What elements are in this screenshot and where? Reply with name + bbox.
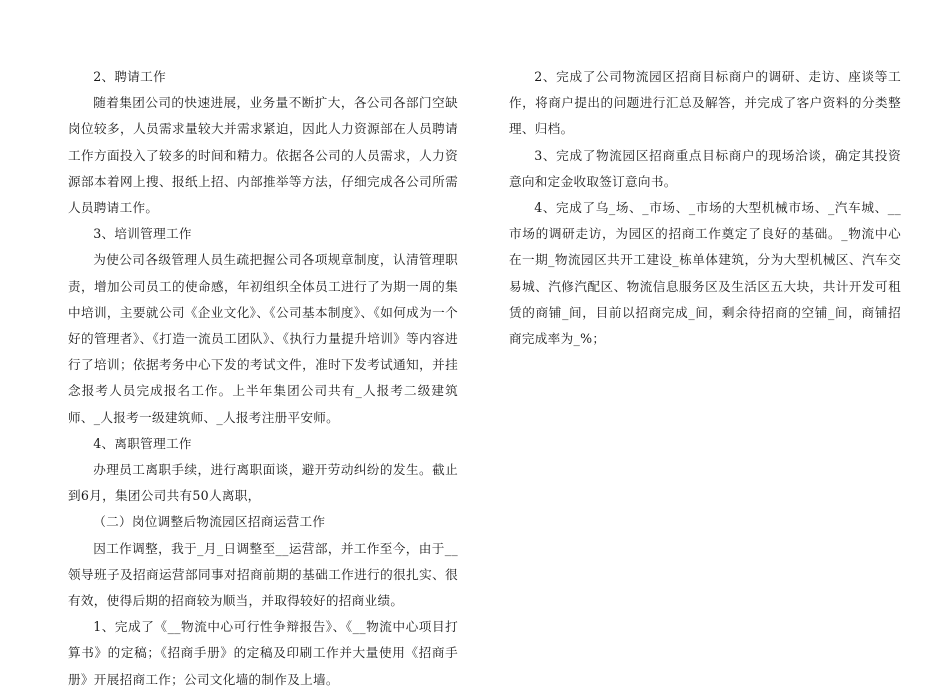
left-column <box>68 64 458 693</box>
right-column <box>509 64 901 352</box>
paragraph-resignation: 办理员工离职手续，进行离职面谈，避开劳动纠纷的发生。截止到6月，集团公司共有50人离职， <box>68 462 458 504</box>
paragraph-recruitment: 随着集团公司的快速进展，业务量不断扩大，各公司各部门空缺岗位较多，人员需求量较大并需求紧迫，因此人力资源部在人员聘请工作方面投入了较多的时间和精力。依据各公司的人员需求，人力资源部本着网上搜、报纸上招、内部推举等方法，仔细完成各公司所需人员聘请工作。 <box>68 95 458 216</box>
section-heading-training: 3、培训管理工作 <box>93 226 192 242</box>
paragraph-item-2: 2、完成了公司物流园区招商目标商户的调研、走访、座谈等工作，将商户提出的问题进行汇总及解答，并完成了客户资料的分类整理、归档。 <box>509 69 901 137</box>
paragraph-item-3: 3、完成了物流园区招商重点目标商户的现场洽谈，确定其投资意向和定金收取签订意向书。 <box>509 147 901 189</box>
paragraph-job-adjustment: 因工作调整，我于_月_日调整至__运营部，并工作至今，由于__领导班子及招商运营部同事对招商前期的基础工作进行的很扎实、很有效，使得后期的招商较为顺当，并取得较好的招商业绩。 <box>68 540 458 609</box>
section-heading-resignation: 4、离职管理工作 <box>93 435 192 451</box>
paragraph-training: 为使公司各级管理人员生疏把握公司各项规章制度，认清管理职责，增加公司员工的使命感，年初组织全体员工进行了为期一周的集中培训，主要就公司《企业文化》、《公司基本制度》、《如何成为一个好的管理者》、《打造一流员工团队》、《执行力量提升培训》等内容进行了培训；依据考务中心下发的考试文件，准时下发考试通知，并挂念报考人员完成报名工作。上半年集团公司共有_人报考二级建筑师、_人报考一级建筑师、_人报考注册平安师。 <box>68 252 458 425</box>
paragraph-item-4: 4、完成了乌_场、_市场、_市场的大型机械市场、_汽车城、__市场的调研走访，为园区的招商工作奠定了良好的基础。_物流中心在一期_物流园区共开工建设_栋单体建筑，分为大型机械区、汽车交易城、汽修汽配区、物流信息服务区及生活区五大块，共计开发可租赁的商铺_间，目前以招商完成_间，剩余待招商的空铺_间，商铺招商完成率为_%； <box>509 200 901 347</box>
section-heading-recruitment: 2、聘请工作 <box>93 69 166 84</box>
paragraph-item-1: 1、完成了《__物流中心可行性争辩报告》、《__物流中心项目打算书》的定稿；《招商手册》的定稿及印刷工作并大量使用《招商手册》开展招商工作；公司文化墙的制作及上墙。 <box>68 619 458 687</box>
section-heading-logistics-park: （二）岗位调整后物流园区招商运营工作 <box>93 514 326 530</box>
